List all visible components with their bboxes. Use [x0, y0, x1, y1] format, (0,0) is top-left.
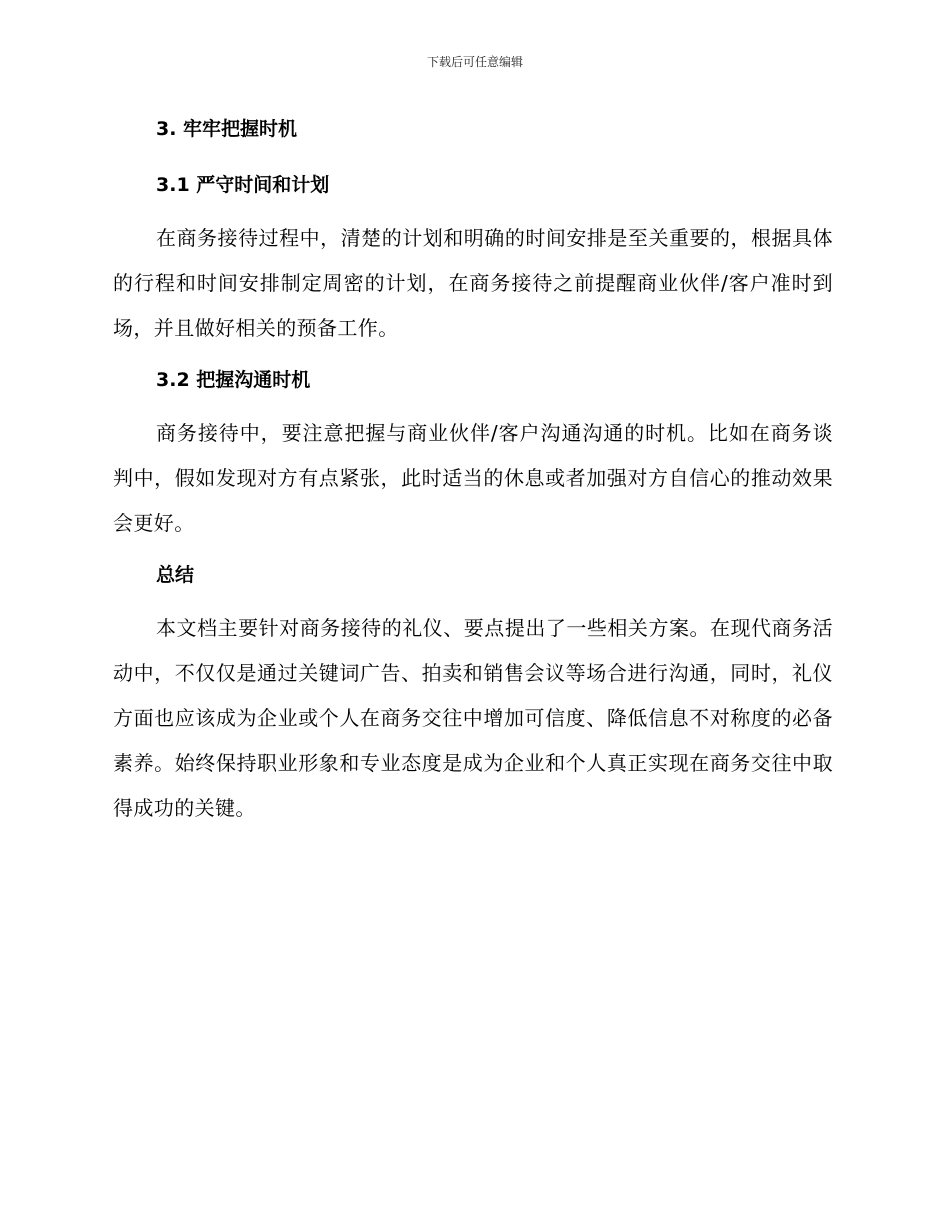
- section-3-1-heading: 3.1 严守时间和计划: [156, 174, 330, 196]
- section-3-heading: 3. 牢牢把握时机: [156, 118, 298, 140]
- section-3-2-paragraph: 商务接待中，要注意把握与商业伙伴/客户沟通沟通的时机。比如在商务谈判中，假如发现对方有点紧张，此时适当的休息或者加强对方自信心的推动效果会更好。: [113, 421, 833, 535]
- section-3-1-paragraph: 在商务接待过程中，清楚的计划和明确的时间安排是至关重要的，根据具体的行程和时间安排制定周密的计划，在商务接待之前提醒商业伙伴/客户准时到场，并且做好相关的预备工作。: [113, 226, 833, 340]
- page-header-note: 下载后可任意编辑: [426, 55, 523, 69]
- section-3-2-heading: 3.2 把握沟通时机: [156, 369, 311, 391]
- document-body: [113, 112, 833, 831]
- summary-heading: 总结: [156, 564, 195, 586]
- summary-paragraph: 本文档主要针对商务接待的礼仪、要点提出了一些相关方案。在现代商务活动中，不仅仅是通过关键词广告、拍卖和销售会议等场合进行沟通，同时，礼仪方面也应该成为企业或个人在商务交往中增加可信度、降低信息不对称度的必备素养。始终保持职业形象和专业态度是成为企业和个人真正实现在商务交往中取得成功的关键。: [113, 616, 833, 820]
